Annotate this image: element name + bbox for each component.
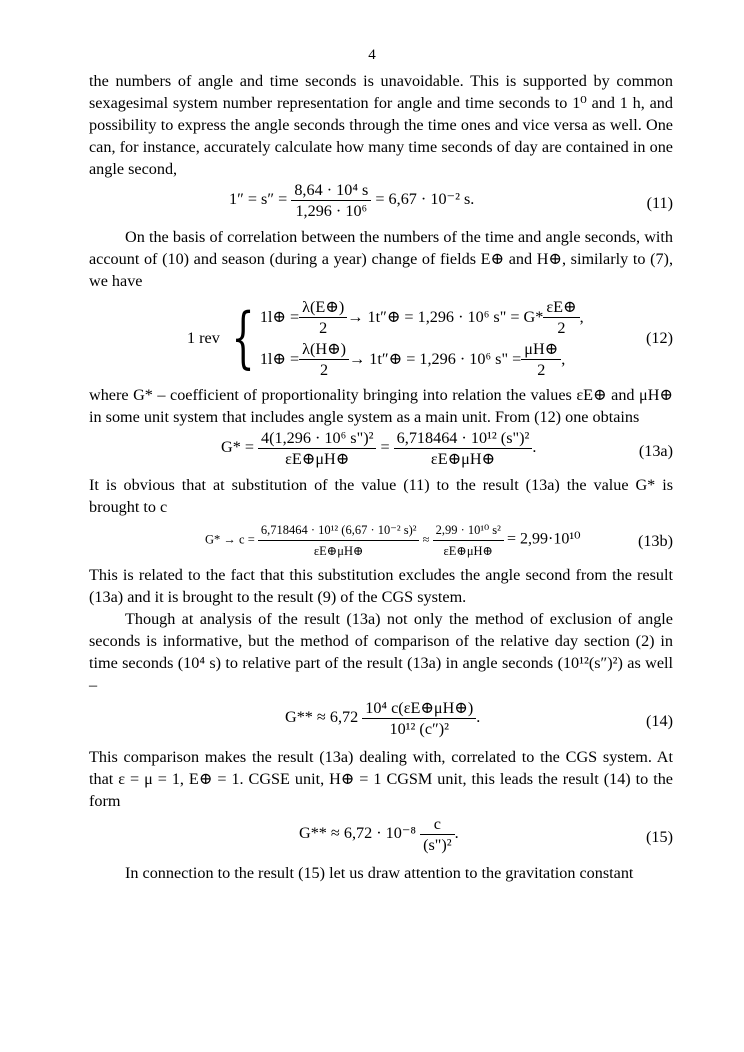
eq13a-fraction-2	[394, 428, 533, 469]
eq13a-label: (13a)	[638, 442, 673, 460]
equation-14: G** ≈ 6,72 $\frac{\text{10⁴ c(εE⊕μH⊕)}}{\text{10¹² (c″)²}}$ . (14)	[285, 699, 673, 738]
paragraph-1: the numbers of angle and time seconds is unavoidable. This is supported by common sexagesimal system number representation for angle and time seconds to 1⁰ and 1 h, and possibility to express the angle seconds through the time ones and vice versa as well. One can, for instance, accurately calculate how many time seconds of day are contained in one angle second,	[89, 72, 673, 178]
eq13a-numerator-2: 6,718464 · 10¹² (s")²	[394, 428, 533, 449]
eq12-line2-left: 1l⊕ =	[259, 350, 300, 368]
paragraph-7: This comparison makes the result (13a) dealing with, correlated to the CGS system. At that ε = μ = 1, E⊕ = 1. CGSE unit, H⊕ = 1 CGSM unit, this leads the result (14) to the form	[89, 748, 673, 810]
eq14-numerator: 10⁴ c(εE⊕μH⊕)	[362, 698, 476, 719]
eq14-fraction	[362, 698, 476, 739]
eq12-label: (12)	[646, 329, 673, 347]
eq11-rhs: = 6,67 · 10⁻² s.	[375, 190, 475, 209]
eq14-denominator: 10¹² (c″)²	[389, 720, 449, 738]
eq12-lead: 1 rev	[187, 329, 220, 347]
eq12-line1-den2: 2	[557, 318, 566, 337]
eq13b-approx: ≈	[422, 532, 430, 547]
eq12-line1-left: 1l⊕ =	[259, 308, 300, 326]
eq12-line-2: 1l⊕ = $\frac{\lambda(H\oplus)}{2}$ → 1t″⊕ = 1,296 · 10⁶ s" = $\frac{\mu H\oplus}{2}$ ,	[259, 339, 566, 379]
equation-12	[89, 292, 673, 384]
eq12-line-1: 1l⊕ = $\frac{\lambda(E\oplus)}{2}$ → 1t″⊕ = 1,296 · 10⁶ s" = G* $\frac{\varepsilon E\oplus}{2}$ ,	[259, 297, 584, 337]
eq13b-numerator-2: 2,99 · 10¹⁰ s²	[433, 520, 504, 541]
paragraph-2: On the basis of correlation between the numbers of the time and angle seconds, with account of (10) and season (during a year) change of fields E⊕ and H⊕, similarly to (7), we have	[89, 228, 673, 290]
eq11-label: (11)	[646, 194, 673, 212]
eq13b-denominator-2: εE⊕μH⊕	[443, 544, 494, 558]
brace-symbol: {	[231, 299, 255, 376]
eq13b-fraction-2	[433, 520, 504, 561]
eq12-line1-mid: → 1t″⊕ = 1,296 · 10⁶ s" = G*	[347, 308, 544, 326]
eq13a-denominator-2: εE⊕μH⊕	[430, 450, 496, 468]
paragraph-3: where G* – coefficient of proportionality bringing into relation the values εE⊕ and μH⊕ in some unit system that includes angle system as a main unit. From (12) one obtains	[89, 386, 673, 426]
eq12-line1-fraction	[299, 297, 347, 338]
equation-13b	[89, 518, 673, 564]
eq12-line2-fraction	[299, 339, 349, 380]
paragraph-5: This is related to the fact that this substitution excludes the angle second from the result (13a) and it is brought to the result (9) of the CGS system.	[89, 566, 673, 606]
equation-15: G** ≈ 6,72 · 10⁻⁸ $\frac{c}{\text{(s")²}}$ . (15)	[299, 815, 673, 854]
paragraph-6: Though at analysis of the result (13a) not only the method of exclusion of angle seconds is informative, but the method of comparison of the relative day section (2) in time seconds (10⁴ s) to relative part of the result (13a) in angle seconds (10¹²(s″)²) as well –	[89, 610, 673, 694]
eq12-line2-den2: 2	[537, 360, 546, 379]
eq13b-label: (13b)	[637, 532, 673, 550]
eq13b-fraction-1	[258, 520, 420, 561]
paragraph-8: In connection to the result (15) let us draw attention to the gravitation constant	[125, 864, 634, 882]
eq13a-denominator-1: εE⊕μH⊕	[285, 450, 350, 468]
eq12-line1-num2: εE⊕	[543, 297, 579, 318]
eq13b-rhs: = 2,99·10¹⁰	[507, 530, 581, 548]
eq11-lhs: 1″ = s″ =	[229, 190, 288, 209]
eq12-line2-num2: μH⊕	[521, 339, 561, 360]
eq15-lhs: G** ≈ 6,72 · 10⁻⁸	[299, 824, 417, 843]
eq15-label: (15)	[646, 828, 673, 846]
eq12-line1-num: λ(E⊕)	[299, 297, 347, 318]
eq15-denominator: (s")²	[423, 836, 452, 854]
eq12-line2-num: λ(H⊕)	[299, 339, 349, 360]
eq12-line2-mid: → 1t″⊕ = 1,296 · 10⁶ s" =	[349, 350, 522, 368]
equation-13a: G* = $\frac{\text{4(1,296 · 10⁶ s")²}}{\varepsilon E\oplus\mu H\oplus}$ = $\frac{\text{6,718464 · 10¹² (s")²}}{\varepsilon E\oplus\mu H\oplus}$ . (13a)	[221, 429, 673, 468]
eq13a-fraction-1	[258, 428, 376, 469]
eq12-line2-den: 2	[320, 360, 329, 379]
eq15-numerator: c	[420, 814, 455, 835]
eq13a-lhs: G* =	[221, 438, 254, 457]
eq11-numerator: 8,64 · 10⁴ s	[291, 180, 371, 201]
eq13a-numerator-1: 4(1,296 · 10⁶ s")²	[258, 428, 376, 449]
eq15-fraction	[420, 814, 455, 855]
eq12-line2-fraction2	[521, 339, 561, 380]
equation-11	[89, 180, 673, 226]
eq12-line1-den: 2	[319, 318, 328, 337]
eq11-fraction	[291, 180, 371, 221]
eq11-denominator: 1,296 · 10⁶	[295, 202, 368, 220]
eq13b-denominator-1: εE⊕μH⊕	[313, 544, 364, 558]
page-body	[89, 70, 673, 884]
eq14-label: (14)	[646, 712, 673, 730]
eq12-system	[260, 296, 584, 380]
eq13b-lhs: G* → c =	[205, 532, 255, 547]
eq14-lhs: G** ≈ 6,72	[285, 708, 359, 727]
paragraph-4: It is obvious that at substitution of the value (11) to the result (13a) the value G* is brought to c	[89, 476, 673, 516]
eq13b-numerator-1: 6,718464 · 10¹² (6,67 · 10⁻² s)²	[258, 520, 420, 541]
eq12-line1-fraction2	[543, 297, 579, 338]
page-number: 4	[368, 47, 376, 63]
